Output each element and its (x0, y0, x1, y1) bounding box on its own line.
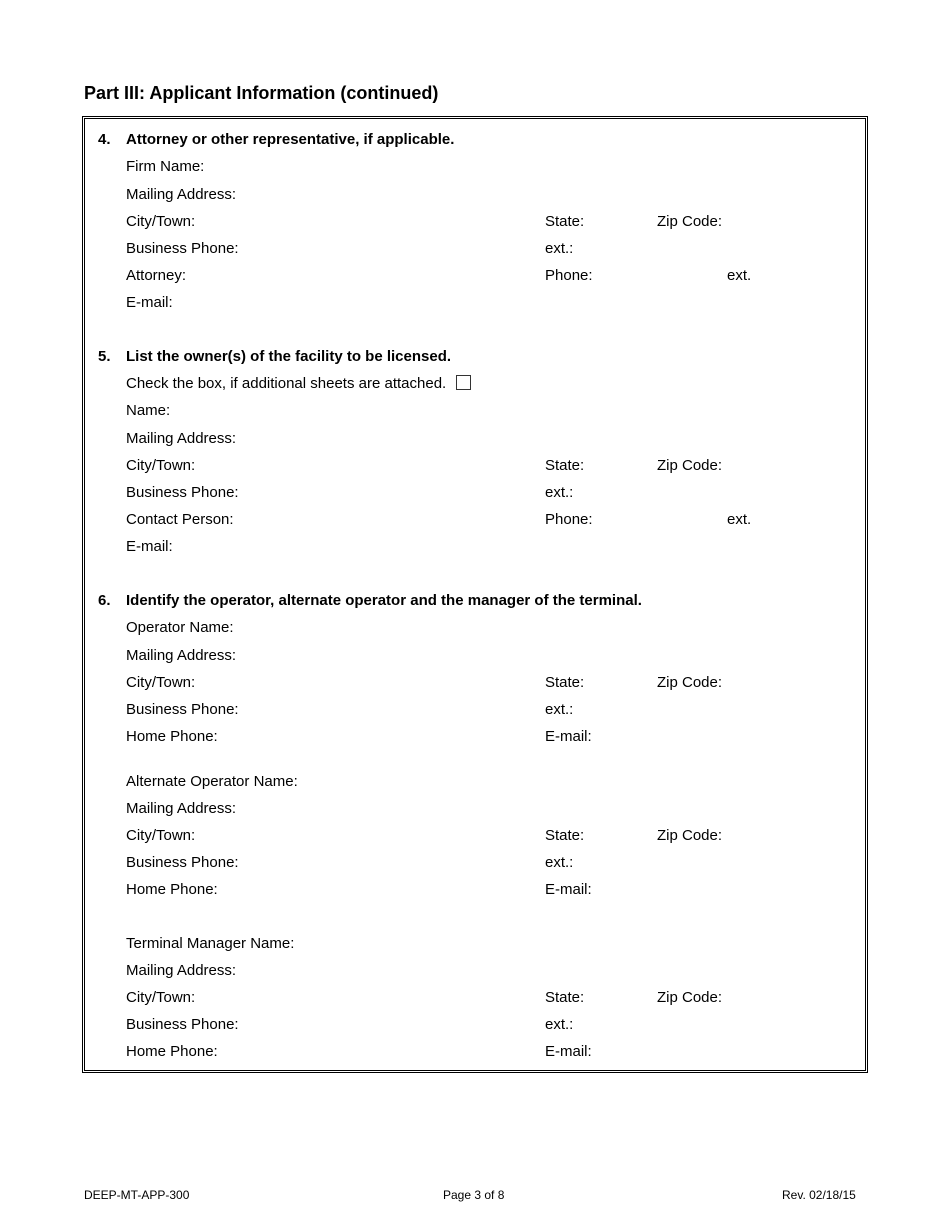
ext-label: ext. (727, 511, 752, 528)
mailing-address-row (85, 185, 865, 205)
alternate-operator-name-row (85, 772, 865, 792)
email-label: E-mail: (545, 881, 592, 898)
city-row (85, 212, 865, 232)
zip-code-label: Zip Code: (657, 457, 723, 474)
page-number: Page 3 of 8 (443, 1188, 505, 1202)
section-4-header (85, 130, 865, 150)
home-phone-label: Home Phone: (126, 728, 218, 745)
state-label: State: (545, 827, 585, 844)
zip-code-label: Zip Code: (657, 827, 723, 844)
additional-sheets-text: Check the box, if additional sheets are attached. (126, 375, 447, 392)
operator-name-label: Operator Name: (126, 619, 234, 636)
business-phone-label: Business Phone: (126, 240, 239, 257)
home-phone-label: Home Phone: (126, 881, 218, 898)
terminal-manager-name-row (85, 934, 865, 954)
ext-label: ext.: (545, 240, 574, 257)
zip-code-label: Zip Code: (657, 674, 723, 691)
state-label: State: (545, 989, 585, 1006)
city-row (85, 988, 865, 1008)
email-label: E-mail: (545, 728, 592, 745)
zip-code-label: Zip Code: (657, 213, 723, 230)
email-label: E-mail: (126, 294, 173, 311)
home-phone-row (85, 1042, 865, 1062)
city-label: City/Town: (126, 674, 196, 691)
phone-label: Phone: (545, 511, 593, 528)
city-label: City/Town: (126, 213, 196, 230)
mailing-address-row (85, 961, 865, 981)
business-phone-row (85, 853, 865, 873)
city-label: City/Town: (126, 827, 196, 844)
business-phone-label: Business Phone: (126, 701, 239, 718)
owner-name-label: Name: (126, 402, 171, 419)
mailing-address-row (85, 799, 865, 819)
terminal-manager-name-label: Terminal Manager Name: (126, 935, 295, 952)
section-heading: List the owner(s) of the facility to be licensed. (126, 348, 452, 365)
city-row (85, 826, 865, 846)
business-phone-row (85, 483, 865, 503)
firm-name-label: Firm Name: (126, 158, 205, 175)
email-row (85, 293, 865, 313)
attorney-row (85, 266, 865, 286)
additional-sheets-row (85, 374, 865, 394)
state-label: State: (545, 213, 585, 230)
email-label: E-mail: (126, 538, 173, 555)
mailing-address-label: Mailing Address: (126, 800, 237, 817)
mailing-address-row (85, 429, 865, 449)
section-number: 6. (98, 592, 111, 609)
state-label: State: (545, 674, 585, 691)
section-number: 5. (98, 348, 111, 365)
city-row (85, 456, 865, 476)
form-frame (82, 116, 868, 1073)
home-phone-label: Home Phone: (126, 1043, 218, 1060)
email-label: E-mail: (545, 1043, 592, 1060)
mailing-address-label: Mailing Address: (126, 430, 237, 447)
ext-label: ext. (727, 267, 752, 284)
contact-person-row (85, 510, 865, 530)
state-label: State: (545, 457, 585, 474)
city-label: City/Town: (126, 989, 196, 1006)
phone-label: Phone: (545, 267, 593, 284)
ext-label: ext.: (545, 484, 574, 501)
additional-sheets-label (126, 374, 471, 394)
mailing-address-label: Mailing Address: (126, 962, 237, 979)
city-row (85, 673, 865, 693)
form-id: DEEP-MT-APP-300 (84, 1188, 190, 1202)
section-6-header (85, 591, 865, 611)
ext-label: ext.: (545, 854, 574, 871)
business-phone-label: Business Phone: (126, 854, 239, 871)
section-heading: Identify the operator, alternate operator and the manager of the terminal. (126, 592, 642, 609)
section-heading: Attorney or other representative, if applicable. (126, 131, 455, 148)
ext-label: ext.: (545, 701, 574, 718)
operator-name-row (85, 618, 865, 638)
home-phone-row (85, 880, 865, 900)
city-label: City/Town: (126, 457, 196, 474)
business-phone-row (85, 1015, 865, 1035)
mailing-address-label: Mailing Address: (126, 647, 237, 664)
zip-code-label: Zip Code: (657, 989, 723, 1006)
email-row (85, 537, 865, 557)
mailing-address-row (85, 646, 865, 666)
additional-sheets-checkbox[interactable] (456, 375, 471, 390)
revision-date: Rev. 02/18/15 (782, 1188, 856, 1202)
business-phone-label: Business Phone: (126, 484, 239, 501)
attorney-label: Attorney: (126, 267, 187, 284)
mailing-address-label: Mailing Address: (126, 186, 237, 203)
page-title: Part III: Applicant Information (continued) (84, 83, 439, 103)
contact-person-label: Contact Person: (126, 511, 234, 528)
section-number: 4. (98, 131, 111, 148)
ext-label: ext.: (545, 1016, 574, 1033)
section-5-header (85, 347, 865, 367)
business-phone-row (85, 700, 865, 720)
alternate-operator-name-label: Alternate Operator Name: (126, 773, 298, 790)
owner-name-row (85, 401, 865, 421)
business-phone-row (85, 239, 865, 259)
home-phone-row (85, 727, 865, 747)
firm-name-row (85, 157, 865, 177)
business-phone-label: Business Phone: (126, 1016, 239, 1033)
